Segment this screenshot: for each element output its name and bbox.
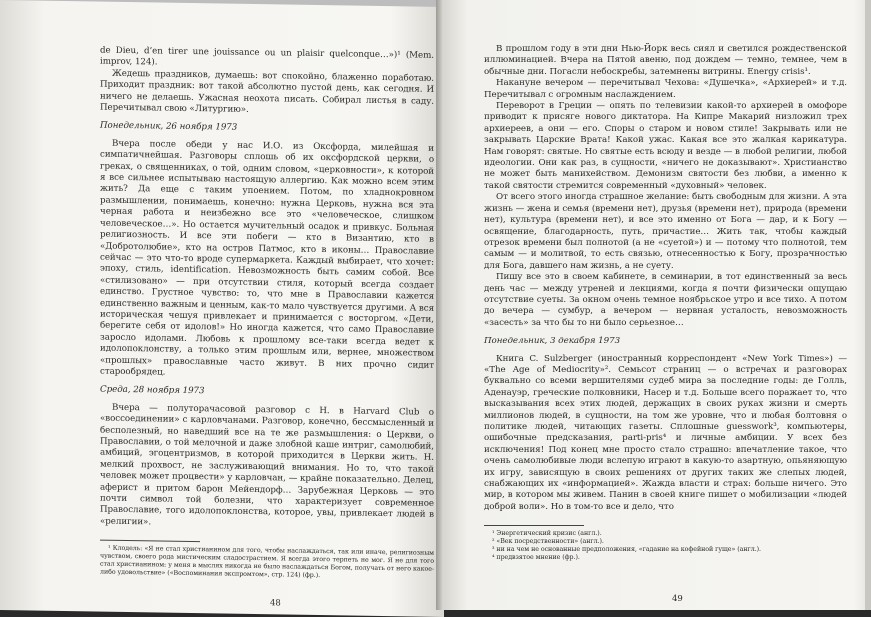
paragraph: Переворот в Греции — опять по телевизии какой-то архиерей в омофоре приводит к присяге нового диктатора. На Кипре Макарий низложил трех архиереев, а они — его. Споры о старом и новом стиле! Закрывать или не закрывать Царские Врата! Какой ужас. Какая все это жалкая карикатура. Нам говорят: святые. Но святые есть всюду и везде — в любой религии, любой идеологии. Они как раз, в сущности, «ничего не доказывают». Христианство не может быть манихейством. Демонизм святости без любви, а именно к такой святости стремится современный «духовный» человек. (484, 101, 847, 191)
paragraph: В прошлом году в эти дни Нью-Йорк весь сиял и светился рождественской иллюминацией. Вчера на Пятой авеню, под дождем — темно, темнее, чем в обычные дни. Погасли небоскребы, затемнены витрины. Energy crisis¹. (484, 44, 847, 77)
footnote: ² «Век посредственности» (англ.). (492, 538, 604, 546)
footnote: ¹ Энергетический кризис (англ.). (492, 530, 602, 538)
entry-date: Понедельник, 3 декабря 1973 (484, 336, 621, 347)
page-edge (865, 0, 871, 610)
paragraph: Книга C. Sulzberger (иностранный корреспондент «New York Times») — «The Age of Mediocrity»². Семьсот страниц — о встречах и разговорах буквально со всеми вершителями судеб мира за последние годы: де Голль, Аденауэр, греческие полковники, Насер и т.д. Больше всего поражает то, что высказывания всех этих людей, держащих в своих руках жизни и смерть миллионов людей, в сущности, на том же уровне, что и любая болтовня о политике людей, читающих газеты. Сплошные guesswork³, компьютеры, ошибочные предсказания, parti-pris⁴ и личные амбиции. У всех без исключения! Под конец мне просто стало страшно: впечатление такое, что очень самолюбивые люди вслепую играют в какую-то азартную, опьяняющую их игру, зависящую в своих решениях от других таких же слепых людей, снабжающих их «информацией». Жажда власти и страх: больше ничего. Это мир, в котором мы живем. Панин в своей книге пишет о мобилизации «людей доброй воли». Но в том-то все и дело, что (484, 353, 847, 512)
paragraph: Накануне вечером — перечитывал Чехова: «Душечка», «Архиерей» и т.д. Перечитывал с огромным наслаждением. (484, 78, 847, 100)
footnote: ¹ Клодель: «Я не стал христианином для того, чтобы наслаждаться, так или иначе, религиозным чувством, своего рода мистическим сладострастием. Я всегда этого терпеть не мог. Я не для того стал христианином: у меня в мыслях никогда не было наслаждаться Богом, получать от него какое-либо удовольствие» («Воспоминания экспромтом», стр. 124) (фр.). (100, 544, 434, 580)
footnote-divider (100, 540, 200, 543)
footnote: ⁴ предвзятое мнение (фр.). (492, 554, 580, 562)
right-page (442, 0, 871, 610)
footnote-divider (484, 525, 584, 526)
page-number: 49 (672, 594, 683, 604)
paragraph: de Dieu, d’en tirer une jouissance ou un plaisir quelconque…»)¹ (Mem. improv, 124). (100, 45, 434, 68)
paragraph: Пишу все это в своем кабинете, в семинарии, в тот единственный за весь день час — между утреней и лекциями, когда я почти физически ощущаю отсутствие суеты. За окном очень темное ноябрьское утро и все тихо. А потом до вечера — сумбур, а вечером — нервная усталость, невозможность «засесть» за что бы то ни было серьезное… (484, 272, 847, 328)
entry-date: Понедельник, 26 ноября 1973 (100, 121, 238, 134)
paragraph: От всего этого иногда страшное желание: быть свободным для жизни. А эта жизнь — жена и семья (времени нет), друзья (времени нет), природа (времени нет), культура (времени нет), и все это именно от Бога — дар, и к Богу — освящение, благодарность, путь, причастие… Жить так, чтобы каждый отрезок времени был полнотой (а не «суетой») и — потому что полнотой, тем самым — и молитвой, то есть связью, отнесенностью к Богу, прозрачностью для Бога, давшего нам жизнь, а не суету. (484, 192, 847, 271)
paragraph: Вчера после обеди у нас И.О. из Оксфорда, милейшая и симпатичнейшая. Разговоры сплошь об их оксфордской церкви, о греках, о священниках, о той, одним словом, «церковности», к которой я все сильнее испытываю настоящую аллергию. Как можно всем этим жить? Да еще с таким упоением. Потом, по хладнокровном размышлении, понимаешь, конечно: нужна Церковь, нужна вся эта черная работа и неизбежно все это «человеческое, слишком человеческое…». Но остается мучительный осадок и привкус. Больная религиозность. И все эти побеги — кто в Византию, кто в «Добротолюбие», кто на остров Патмос, кто в иконы… Православие сейчас — это что-то вроде супермаркета. Каждый выбирает, что хочет: эпоху, стиль, identification. Невозможность быть самим собой. Все «стилизовано» — при отсутствии стиля, который всегда создает единство. Грустное чувство: то, что мне в Православии кажется единственно важным и ценным, как-то мало чувствуется другими. А вся историческая чешуя привлекает и принимается с восторгом. «Дети, берегите себя от идолов!» Но иногда кажется, что само Православие заросло идолами. Любовь к прошлому все-таки всегда ведет к идолопоклонству, а только этим прошлым или, вернее, множеством «прошлых» православные часто живут. В них прочно сидит старообрядец. (100, 138, 434, 378)
paragraph: Жедешь праздников, думаешь: вот спокойно, блаженно поработаю. Приходит праздник: вот такой абсолютно пустой день, как сегодня. И ничего не делаешь. Ужасная неохота писать. Собирал листья в саду. Перечитывал свою «Литургию». (100, 68, 434, 115)
entry-date: Среда, 28 ноября 1973 (100, 384, 205, 397)
paragraph: Вчера — полуторачасовой разговор с Н. в Harvard Club о «воссоединении» с карловчанами. Разговор, конечно, бессмысленный и бесполезный, но наведший все на те же размышления: о Церкви, о Православии, о той мелочной и даже злобной каше интриг, самолюбий, амбиций, эгоцентризмов, в которой приходится в Церкви жить. Н. мелкий прохвост, не заслуживающий внимания. Но то, что такой человек может процвести» у карловчан, — крайне показательно. Делец, аферист и притом барон Мейендорф… Зарубежная Церковь — это почти символ той болезни, что характеризует современное Православие, того идолопоклонства, которое, увы, привлекает людей в «религии». (100, 402, 434, 528)
page-number: 48 (270, 598, 281, 609)
footnote: ³ ни на чем не основанные предположения, «гадание на кофейной гуще» (англ.). (492, 546, 762, 554)
